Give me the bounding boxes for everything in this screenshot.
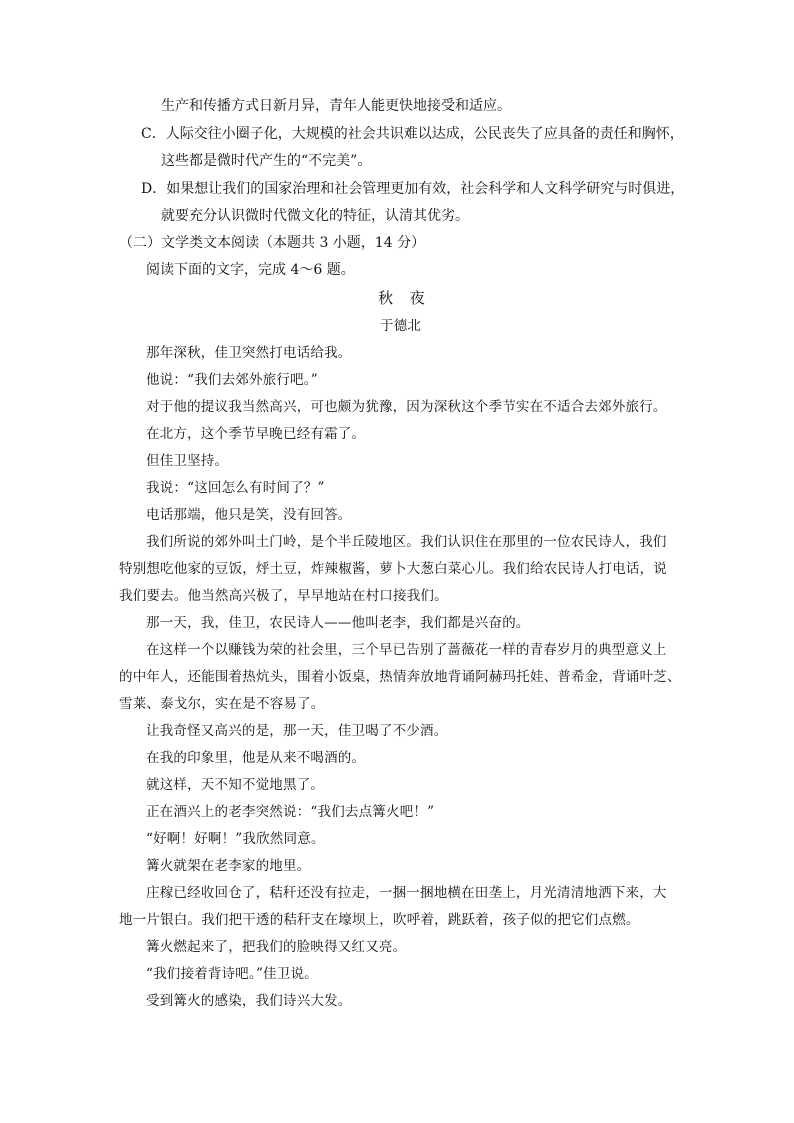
story-line: “我们接着背诗吧。”佳卫说。	[146, 966, 318, 982]
story-line: 对于他的提议我当然高兴，可也颇为犹豫，因为深秋这个季节实在不适合去郊外旅行。	[146, 399, 667, 415]
story-line: 庄稼已经收回仓了，秸秆还没有拉走，一捆一捆地横在田垄上，月光清清地洒下来，大	[146, 885, 667, 901]
story-line: 雪莱、泰戈尔，实在是不容易了。	[119, 696, 325, 712]
story-line: 正在酒兴上的老李突然说：“我们去点篝火吧！”	[146, 804, 435, 820]
option-c-line-2: 这些都是微时代产生的“不完美”。	[161, 153, 372, 169]
story-line: 特别想吃他家的豆饭，烀土豆，炸辣椒酱，萝卜大葱白菜心儿。我们给农民诗人打电话，说	[119, 561, 667, 577]
story-line: 那一天，我，佳卫，农民诗人——他叫老李，我们都是兴奋的。	[146, 615, 530, 631]
story-line: 的中年人，还能围着热炕头，围着小饭桌，热情奔放地背诵阿赫玛托娃、普希金，背诵叶芝、	[119, 669, 681, 685]
story-line: 地一片银白。我们把干透的秸秆支在壕坝上，吹呼着，跳跃着，孩子似的把它们点燃。	[119, 912, 640, 928]
story-line: 让我奇怪又高兴的是，那一天，佳卫喝了不少酒。	[146, 723, 448, 739]
story-line: 在这样一个以赚钱为荣的社会里，三个早已告别了蔷薇花一样的青春岁月的典型意义上	[146, 642, 667, 658]
story-line: 受到篝火的感染，我们诗兴大发。	[146, 993, 352, 1009]
option-b-continuation: 生产和传播方式日新月异，青年人能更快地接受和适应。	[161, 98, 511, 114]
reading-instruction: 阅读下面的文字，完成 4～6 题。	[146, 262, 355, 278]
story-line: “好啊！好啊！”我欣然同意。	[146, 831, 325, 847]
story-line: 篝火燃起来了，把我们的脸映得又红又亮。	[146, 939, 407, 955]
story-line: 电话那端，他只是笑，没有回答。	[146, 507, 352, 523]
option-d-line-2: 就要充分认识微时代微文化的特征，认清其优劣。	[161, 208, 469, 224]
story-line: 但佳卫坚持。	[146, 453, 229, 469]
option-d-line-1: D．如果想让我们的国家治理和社会管理更加有效，社会科学和人文科学研究与时俱进，	[141, 181, 685, 197]
story-author: 于德北	[380, 318, 422, 334]
story-line: 我说：“这回怎么有时间了？”	[146, 480, 325, 496]
story-title: 秋 夜	[378, 289, 431, 307]
story-line: 我们要去。他当然高兴极了，早早地站在村口接我们。	[119, 588, 448, 604]
option-c-line-1: C．人际交往小圈子化，大规模的社会共识难以达成，公民丧失了应具备的责任和胸怀，	[141, 126, 684, 142]
story-line: 那年深秋，佳卫突然打电话给我。	[146, 345, 352, 361]
story-line: 在我的印象里，他是从来不喝酒的。	[146, 750, 366, 766]
story-line: 篝火就架在老李家的地里。	[146, 858, 311, 874]
story-line: 我们所说的郊外叫土门岭，是个半丘陵地区。我们认识住在那里的一位农民诗人，我们	[146, 534, 667, 550]
story-line: 他说：“我们去郊外旅行吧。”	[146, 372, 318, 388]
story-line: 在北方，这个季节早晚已经有霜了。	[146, 426, 366, 442]
story-line: 就这样，天不知不觉地黑了。	[146, 777, 325, 793]
section-heading: （二）文学类文本阅读（本题共 3 小题，14 分）	[119, 235, 426, 251]
